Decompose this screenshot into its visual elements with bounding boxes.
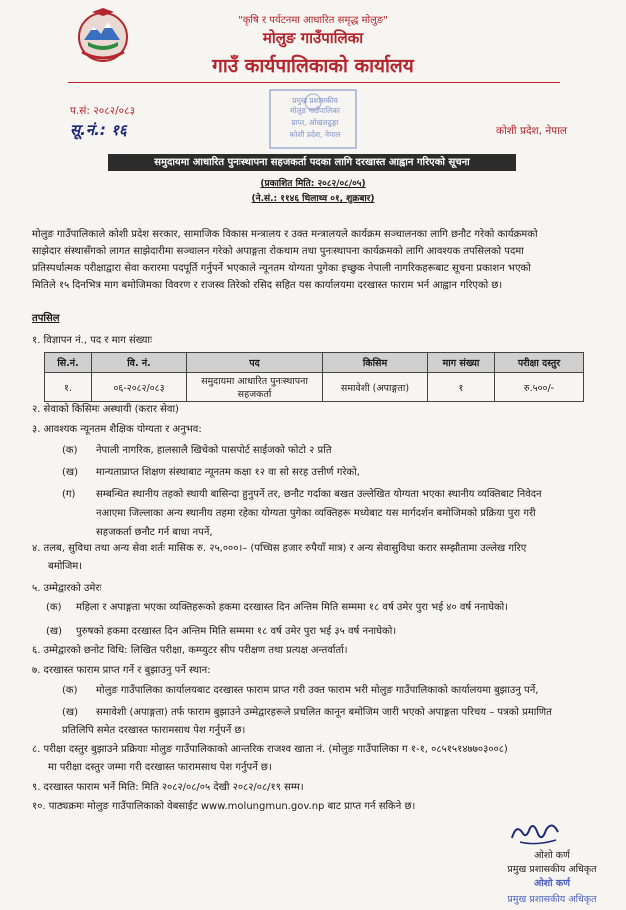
table-header: पद	[187, 353, 323, 373]
table-cell: रु.५००/-	[495, 373, 584, 402]
submission-item: समावेशी (अपाङ्गता) तर्फ फाराम बुझाउने उम्मेद्वारहरूले प्रचलित कानून बमोजिम जारी भएको अपाङ्गता परिचय – पत्रको प्रमाणित प्रतिलिपि समेत दरखास्त फारामसाथ पेश गर्नुपर्ने छ।	[62, 707, 552, 736]
age-item: पुरुषको हकमा दरखास्त दिन अन्तिम मिति सम्ममा १८ वर्ष उमेर पुरा भई ३५ वर्ष ननाघेको।	[76, 626, 397, 637]
table-header: वि. नं.	[92, 353, 187, 373]
qualification-item: नेपाली नागरिक, हालसालै खिचेको पासपोर्ट साईजको फोटो २ प्रति	[96, 445, 332, 456]
stamp-line: प्रमुख प्रशासकीय	[292, 96, 338, 105]
notice-title: समुदायमा आधारित पुनःस्थापना सहजकर्ता पदका लागि दरखास्त आह्वान गरिएको सूचना	[108, 154, 516, 171]
table-header: सि.नं.	[45, 353, 92, 373]
intro-paragraph: मोलुङ गाउँपालिकाले कोशी प्रदेश सरकार, सामाजिक विकास मन्त्रालय र उक्त मन्त्रालयले कार्यक्रम सञ्चालनका लागि छनौट गरेको कार्यक्रमको साझेदार संस्थासँगको लागत साझेदारीमा सञ्चालन गरेको अपाङ्गता रोकथाम तथा पुनःस्थापना कार्यक्रमको लागि आवश्यक तपसिलको पदमा प्रतिस्पर्धात्मक परीक्षाद्वारा सेवा करारमा पदपूर्ति गर्नुपर्ने भएकाले न्यूनतम योग्यता पुगेका इच्छुक नेपाली नागरिकहरूबाट सूचना प्रकाशन भएको मितिले १५ दिनभित्र माग बमोजिमका विवरण र राजस्व तिरेको रसिद सहित यस कार्यालयमा दरखास्त फाराम भर्न आह्वान गरिएको छ।	[32, 229, 538, 291]
office-name: गाउँ कार्यपालिकाको कार्यालय	[212, 55, 414, 77]
published-date: (प्रकाशित मिति: २०८२/०८/०५)	[260, 179, 366, 189]
signatory-designation: प्रमुख प्रशासकीय अधिकृत	[507, 864, 597, 875]
section-9: ९. दरखास्त फाराम भर्ने मिति: मिति २०८२/०८/०५ देखी २०८२/०८/१९ सम्म।	[32, 782, 304, 793]
section-8: ८. परीक्षा दस्तुर बुझाउने प्रक्रियाः मोलुङ गाउँपालिकाको आन्तरिक राजश्व खाता नं. (मोलुङ गाउँपालिका ग १-१, ०८५१५१४७७०३००८) मा परीक्षा दस्तुर जम्मा गरी दरखास्त फारामसाथ पेश गर्नुपर्ने छ।	[32, 744, 508, 773]
item-label: (क)	[62, 685, 78, 696]
letter-number: सू.नं.: १६	[70, 121, 127, 139]
section-6: ६. उम्मेद्वारको छनोट विधि: लिखित परीक्षा, कम्प्युटर सीप परीक्षण तथा प्रत्यक्ष अन्तर्वार्ता।	[32, 645, 348, 656]
fiscal-year: प.सं: २०८२/०८३	[70, 105, 136, 117]
section-4: ४. तलब, सुविधा तथा अन्य सेवा शर्तः मासिक रु. २५,०००।– (पच्चिस हजार रुपैयाँ मात्र) र अन्य सेवासुविधा करार सम्झौतामा उल्लेख गरिए बमोजिम।	[32, 543, 527, 572]
stamp-line: मोलुङ गाउँपालिका	[290, 106, 340, 115]
section-2: २. सेवाको किसिमः अस्थायी (करार सेवा)	[32, 404, 179, 415]
header-divider	[68, 82, 560, 83]
table-cell: १	[428, 373, 495, 402]
tapsil-heading: तपसिल	[32, 313, 60, 324]
municipality-name: मोलुङ गाउँपालिका	[262, 29, 364, 47]
table-cell: ०६-२०८२/०८३	[92, 373, 187, 402]
table-header: माग संख्या	[428, 353, 495, 373]
item-label: (ख)	[62, 707, 78, 718]
item-label: (क)	[46, 602, 62, 613]
signature-icon	[506, 818, 566, 848]
table-header: परीक्षा दस्तुर	[495, 353, 584, 373]
qualification-item: मान्यताप्राप्त शिक्षण संस्थाबाट न्यूनतम कक्षा १२ वा सो सरह उत्तीर्ण गरेको,	[96, 467, 360, 478]
section-10: १०. पाठ्यक्रमः मोलुङ गाउँपालिकाको वेबसाईट www.molungmun.gov.np बाट प्राप्त गर्न सकिने छ।	[32, 801, 416, 812]
section-1: १. विज्ञापन नं., पद र माग संख्याः	[32, 335, 153, 346]
stamp-line: प्राप्त, ओखलढुङ्गा	[291, 118, 339, 127]
section-7: ७. दरखास्त फाराम प्राप्त गर्ने र बुझाउनु पर्ने स्थान:	[32, 665, 211, 676]
stamp-designation: प्रमुख प्रशासकीय अधिकृत	[507, 894, 597, 905]
table-cell: समुदायमा आधारित पुनःस्थापना सहजकर्ता	[187, 373, 323, 402]
section-5: ५. उम्मेद्वारको उमेरः	[32, 583, 102, 594]
nepal-samvat-date: (ने.सं.: ११४६ थिलाथ्व ०१, शुक्रबार)	[251, 194, 375, 204]
item-label: (ख)	[46, 626, 62, 637]
table-cell: १.	[45, 373, 92, 402]
table-header: किसिम	[323, 353, 428, 373]
section-3: ३. आवश्यक न्यूनतम शैक्षिक योग्यता र अनुभव:	[32, 424, 202, 435]
item-label: (ख)	[62, 467, 78, 478]
table-row	[45, 373, 584, 402]
age-item: महिला र अपाङ्गता भएका व्यक्तिहरूको हकमा दरखास्त दिन अन्तिम मिति सम्ममा १८ वर्ष उमेर पुरा भई ४० वर्ष ननाघेको।	[76, 602, 509, 613]
province: कोशी प्रदेश, नेपाल	[496, 125, 567, 137]
slogan: "कृषि र पर्यटनमा आधारित समृद्ध मोलुङ"	[238, 15, 388, 26]
signatory-name: ओशो कर्ण	[534, 850, 570, 861]
item-label: (क)	[62, 445, 78, 456]
stamp-line: कोशी प्रदेश, नेपाल	[289, 130, 341, 139]
vacancy-table	[44, 352, 584, 402]
item-label: (ग)	[62, 489, 76, 500]
submission-item: मोलुङ गाउँपालिका कार्यालयबाट दरखास्त फाराम प्राप्त गरी उक्त फाराम भरी मोलुङ गाउँपालिकाको कार्यालयमा बुझाउनु पर्ने,	[96, 685, 539, 696]
table-cell: समावेशी (अपाङ्गता)	[323, 373, 428, 402]
qualification-item: सम्बन्धित स्थानीय तहको स्थायी बासिन्दा हुनुपर्ने तर, छनौट गर्दाका बखत उल्लेखित योग्यता भएका स्थानीय व्यक्तिबाट निवेदन नआएमा जिल्लाका अन्य स्थानीय तहमा रहेका योग्यता पुगेका व्यक्तिहरू मध्येबाट यस मार्गदर्शन बमोजिमको प्रक्रिया पुरा गरी सहजकर्ता छनौट गर्न बाधा नपर्ने,	[96, 489, 542, 538]
stamp-name: ओशो कर्ण	[533, 878, 571, 889]
